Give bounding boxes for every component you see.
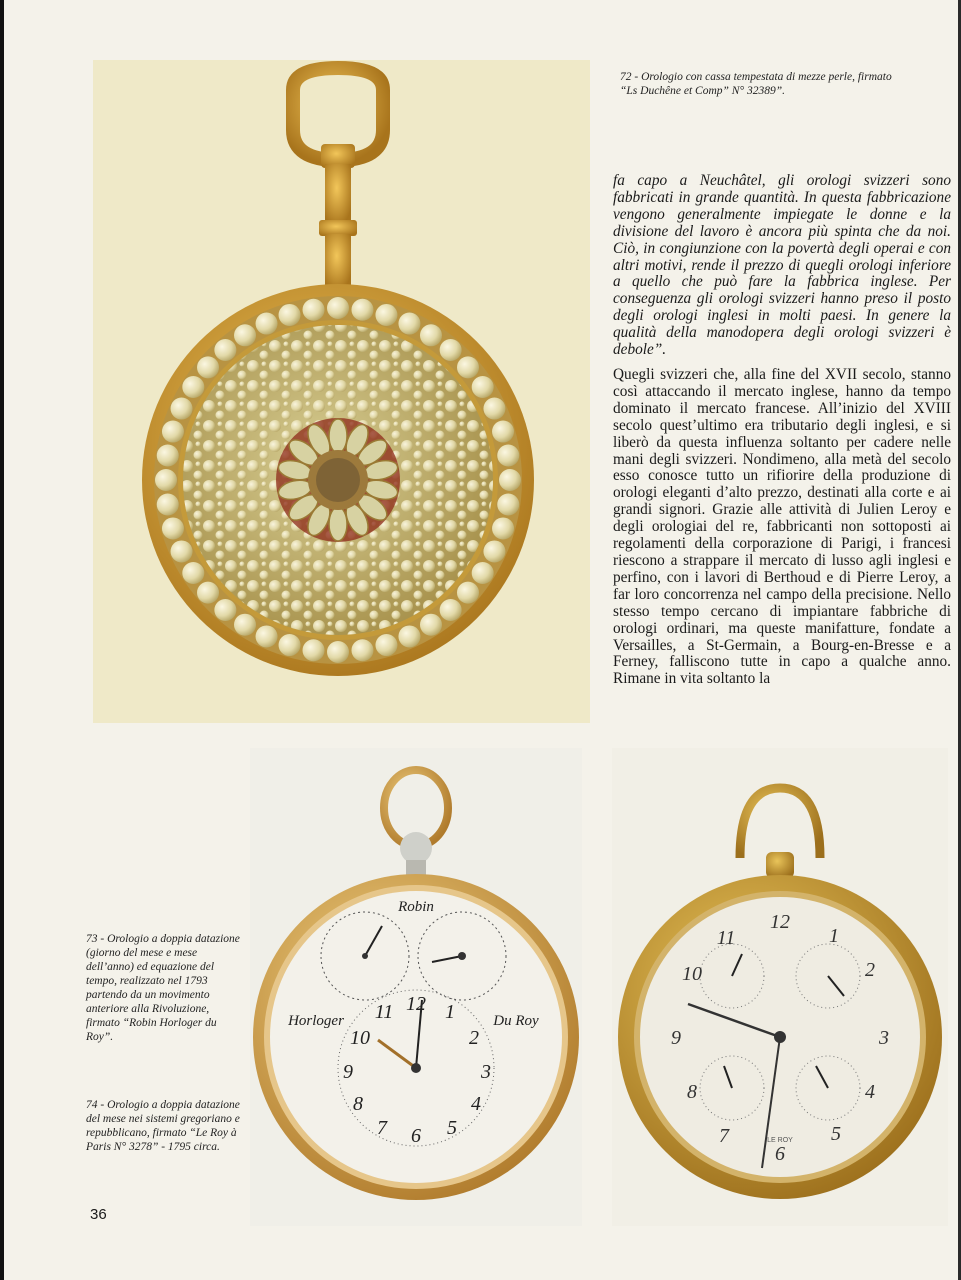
pearl-bead — [499, 469, 521, 491]
pearl-bead — [214, 599, 236, 621]
figure-73-robin-watch-photo — [250, 748, 582, 1226]
pearl-bead — [420, 614, 442, 636]
pearl-bead — [162, 421, 184, 443]
pearl-bead — [182, 562, 204, 584]
dial74-maker-signature: LE ROY — [767, 1137, 793, 1144]
pearl-watch-illustration — [93, 60, 590, 723]
pearl-bead — [351, 299, 373, 321]
dial74-numeral-3: 3 — [879, 1027, 889, 1049]
pearl-bead — [234, 614, 256, 636]
dial73-numeral-6: 6 — [411, 1125, 421, 1147]
caption-figure-72: 72 - Orologio con cassa tempestata di mezze perle, firmato “Ls Duchêne et Comp” N° 32389”. — [620, 71, 892, 97]
dial73-numeral-11: 11 — [374, 1001, 394, 1023]
pearl-bead — [214, 339, 236, 361]
rosette-petal — [329, 507, 347, 541]
dial74-numeral-11: 11 — [716, 927, 736, 949]
scan-edge-left — [0, 0, 4, 1280]
pearl-bead — [162, 517, 184, 539]
pearl-bead — [155, 469, 177, 491]
dial73-numeral-4: 4 — [471, 1093, 481, 1115]
pearl-bead — [457, 582, 479, 604]
pearl-bead — [483, 398, 505, 420]
dial74-numeral-2: 2 — [865, 959, 875, 981]
pearl-bead — [157, 493, 179, 515]
pearl-bead — [472, 562, 494, 584]
pearl-bead — [398, 625, 420, 647]
pearl-bead — [279, 304, 301, 326]
figure-74-leroy-watch-photo — [612, 748, 948, 1226]
pearl-bead — [440, 599, 462, 621]
dial73-numeral-5: 5 — [447, 1117, 457, 1139]
dial73-signature-left: Horloger — [288, 1013, 344, 1029]
dial73-numeral-2: 2 — [469, 1027, 479, 1049]
pearl-bead — [351, 639, 373, 661]
pearl-bead — [483, 540, 505, 562]
dial74-numeral-10: 10 — [682, 963, 702, 985]
dial73-signature-right: Du Roy — [493, 1013, 539, 1029]
dial73-numeral-8: 8 — [353, 1093, 363, 1115]
pearl-bead — [457, 356, 479, 378]
dial74-numeral-7: 7 — [719, 1125, 729, 1147]
pearl-bead — [327, 297, 349, 319]
pearl-bead — [497, 445, 519, 467]
pearl-bead — [182, 376, 204, 398]
dial73-numeral-1: 1 — [445, 1001, 455, 1023]
pearl-bead — [303, 639, 325, 661]
quote-paragraph: fa capo a Neuchâtel, gli orologi svizzeri sono fabbricati in grande quantità. In questa fabbricazione vengono generalmente impiegate le donne e la divisione del lavoro è ancora più spinta che da noi. Ciò, in congiunzione con la povertà degli operai e con altri motivi, rende il prezzo di quegli orologi inferiore a quello che può fare la fabbrica inglese. Per conseguenza gli orologi svizzeri hanno preso il posto degli orologi inglesi in molti paesi. In genere la qualità della manodopera degli orologi svizzeri è debole”. — [613, 172, 951, 359]
pearl-bead — [303, 299, 325, 321]
pearl-bead — [256, 625, 278, 647]
pearl-bead — [375, 634, 397, 656]
pearl-bead — [171, 398, 193, 420]
robin-watch-illustration — [250, 748, 582, 1226]
caption-figure-74: 74 - Orologio a doppia datazione del mese nei sistemi gregoriano e repubblicano, firmato “Le Roy à Paris N° 3278” - 1795 circa. — [86, 1099, 240, 1153]
dial74-numeral-4: 4 — [865, 1081, 875, 1103]
pearl-bead — [234, 324, 256, 346]
pearl-bead — [472, 376, 494, 398]
dial73-numeral-7: 7 — [377, 1117, 387, 1139]
figure-72-pearl-watch-photo — [93, 60, 590, 723]
caption-figure-73: 73 - Orologio a doppia datazione (giorno del mese e mese dell’anno) ed equazione del tempo, realizzato nel 1793 partendo da un movimento anteriore alla Rivoluzione, firmato “Robin Horloger du Roy”. — [86, 933, 240, 1043]
pearl-bead — [327, 641, 349, 663]
pearl-bead — [157, 445, 179, 467]
pearl-bead — [197, 356, 219, 378]
pearl-bead — [398, 313, 420, 335]
pearl-bead — [171, 540, 193, 562]
dial73-numeral-9: 9 — [343, 1061, 353, 1083]
rosette-petal — [329, 419, 347, 453]
dial73-numeral-10: 10 — [350, 1027, 370, 1049]
pearl-bead — [197, 582, 219, 604]
dial73-numeral-12: 12 — [406, 993, 426, 1015]
pearl-bead — [497, 493, 519, 515]
pearl-bead — [440, 339, 462, 361]
dial74-numeral-9: 9 — [671, 1027, 681, 1049]
dial74-numeral-12: 12 — [770, 911, 790, 933]
dial73-numeral-3: 3 — [481, 1061, 491, 1083]
dial74-numeral-6: 6 — [775, 1143, 785, 1165]
dial73-signature-top: Robin — [398, 899, 434, 915]
page-number: 36 — [90, 1206, 107, 1223]
pearl-bead — [279, 634, 301, 656]
pearl-bead — [492, 421, 514, 443]
leroy-watch-illustration — [612, 748, 948, 1226]
main-paragraph: Quegli svizzeri che, alla fine del XVII secolo, stanno così attaccando il mercato inglese, hanno da tempo dominato il mercato francese. All’inizio del XVIII secolo quest’ultimo era tributario degli inglesi, e si liberò da questa influenza soltanto per cadere nelle mani degli svizzeri. Nondimeno, alla metà del secolo esso conosce tutto un rifiorire della produzione di orologi eleganti d’alto prezzo, destinati alla corte e ai grandi signori. Grazie alle attività di Julien Leroy e degli orologiai del re, fabbricanti non sottoposti ai regolamenti della corporazione di Parigi, i francesi riescono a strappare il mercato di lusso agli inglesi e perfino, con i lavori di Berthoud e di Pierre Leroy, a far loro concorrenza nel campo della precisione. Nello stesso tempo cercano di impiantare fabbriche di orologi ordinari, ma queste manifatture, fondate a Versailles, a St-Germain, a Bourg-en-Bresse e a Ferney, falliscono tutte in capo a qualche anno. Rimane in vita soltanto la — [613, 366, 951, 688]
pearl-bead — [375, 304, 397, 326]
dial74-numeral-5: 5 — [831, 1123, 841, 1145]
pearl-bead — [256, 313, 278, 335]
pearl-bead — [492, 517, 514, 539]
dial74-numeral-8: 8 — [687, 1081, 697, 1103]
pearl-bead — [420, 324, 442, 346]
dial74-numeral-1: 1 — [829, 925, 839, 947]
